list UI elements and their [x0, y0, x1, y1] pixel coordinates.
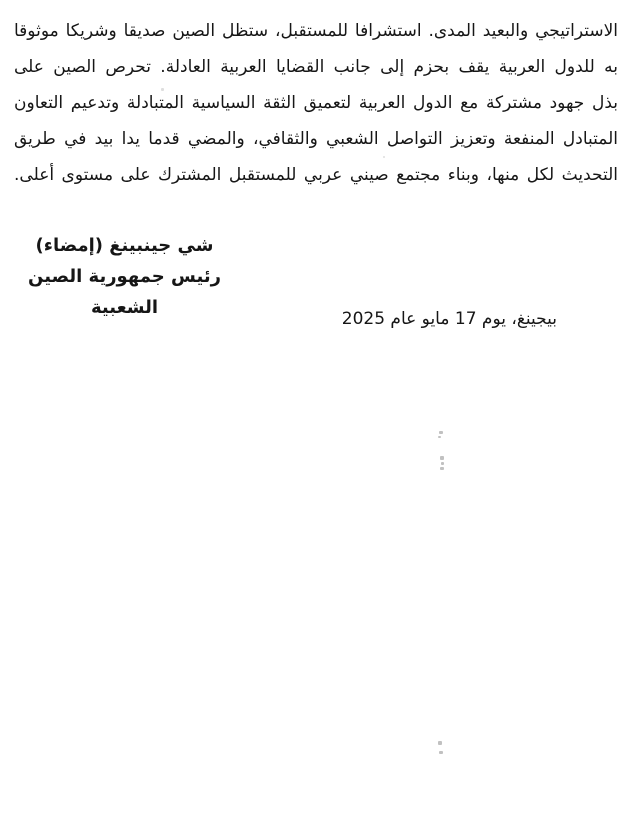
scan-artifact — [161, 88, 164, 91]
signature-block — [22, 230, 227, 323]
scan-artifact — [439, 751, 443, 754]
body-line-1: الاستراتيجي والبعيد المدى. استشرافا للمستقبل، ستظل الصين صديقا وشريكا موثوقا — [14, 21, 618, 41]
body-line-3: بذل جهود مشتركة مع الدول العربية لتعميق الثقة السياسية المتبادلة وتدعيم التعاون — [14, 93, 618, 113]
scan-artifact — [439, 431, 443, 434]
scan-artifact — [440, 467, 444, 470]
scan-artifact — [441, 462, 444, 465]
scan-artifact — [438, 436, 441, 438]
dateline: بيجينغ، يوم 17 مايو عام 2025 — [341, 309, 557, 329]
signature-title: رئيس جمهورية الصين الشعبية — [28, 266, 221, 318]
scan-artifact — [440, 456, 444, 460]
scan-artifact — [383, 156, 385, 158]
body-line-2: به للدول العربية يقف بحزم إلى جانب القضايا العربية العادلة. تحرص الصين على — [14, 57, 618, 77]
signature-name: شي جينبينغ (إمضاء) — [35, 235, 214, 256]
body-line-4: المتبادل المنفعة وتعزيز التواصل الشعبي والثقافي، والمضي قدما يدا بيد في طريق — [14, 129, 618, 149]
scan-artifact — [438, 741, 442, 745]
body-line-5: التحديث لكل منها، وبناء مجتمع صيني عربي للمستقبل المشترك على مستوى أعلى. — [14, 165, 618, 185]
body-paragraph — [14, 13, 618, 193]
